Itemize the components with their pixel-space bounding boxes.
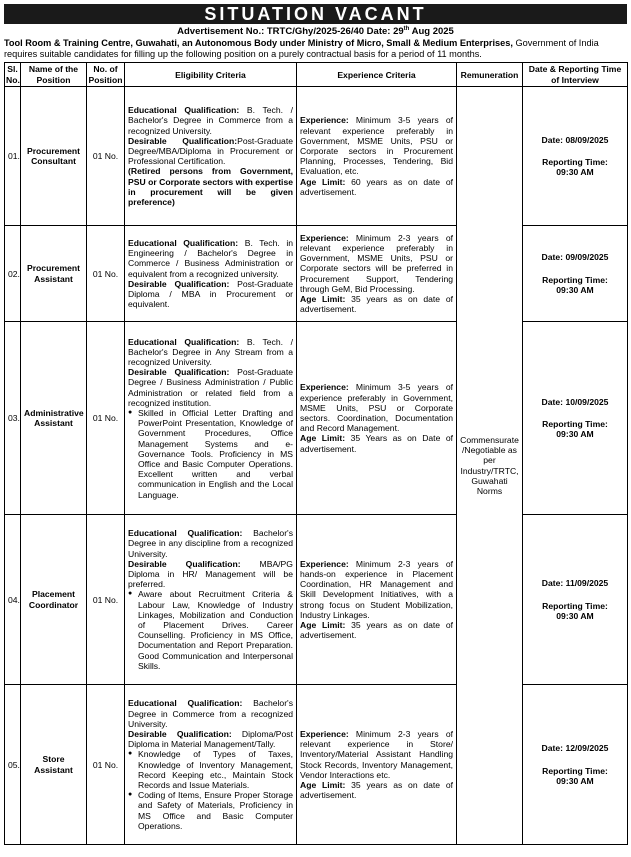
table-row [5, 87, 628, 226]
list-item: ● Aware about Recruitment Criteria & Labour Law, Knowledge of Industry Linkages, Mobilization and Conduction of Placement Drives. Career Counselling. Proficiency in MS Office, Documentation and Report Preparation. Good Communication and Interpersonal Skills. [138, 589, 293, 671]
header-no-of-position: No. of Position [87, 63, 125, 87]
header-date-time: Date & Reporting Time of Interview [523, 63, 628, 87]
vacancy-table [4, 62, 628, 845]
table-header-row [5, 63, 628, 87]
row-experience: Experience: Minimum 2-3 years of relevant experience preferably in Government, MSME Units, PSU or Corporate sectors will be preferred in Procurement Support, Tendering through GeM, Bid Processing. Age Limit: 35 years as on date of advertisement. [297, 226, 457, 322]
row-no-of-position: 01 No. [87, 322, 125, 515]
advertisement-number: Advertisement No.: TRTC/Ghy/2025-26/40 Date: 29th Aug 2025 [177, 26, 454, 38]
list-item: ● Coding of Items, Ensure Proper Storage and Safety of Materials, Proficiency in MS Office and Basic Computer Operations. [138, 790, 293, 831]
row-no-of-position: 01 No. [87, 87, 125, 226]
row-interview-date: Date: 12/09/2025 Reporting Time: 09:30 AM [523, 685, 628, 845]
intro-text: Tool Room & Training Centre, Guwahati, an Autonomous Body under Ministry of Micro, Small & Medium Enterprises, Government of India requires suitable candidates for filling up the following position on a purely contractual basis for a period of 11 months. [4, 38, 599, 60]
row-position-name: Placement Coordinator [21, 515, 87, 685]
table-row [5, 515, 628, 685]
row-interview-date: Date: 09/09/2025 Reporting Time: 09:30 AM [523, 226, 628, 322]
row-sl-no: 03. [5, 322, 21, 515]
row-position-name: Administrative Assistant [21, 322, 87, 515]
header-position-name: Name of the Position [21, 63, 87, 87]
skills-list [128, 408, 293, 500]
row-eligibility: Educational Qualification: B. Tech. / Bachelor's Degree in Commerce from a recognized University. Desirable Qualification:Post-Graduate Degree/MBA/Diploma in Procurement or Professional Certification. (Retired persons from Government, PSU or Corporate sectors with expertise in procurement will be given preference) [125, 87, 297, 226]
row-eligibility: Educational Qualification: Bachelor's Degree in Commerce from a recognized University. Desirable Qualification: Diploma/Post Diploma in Material Management/Tally. ● Knowledge of Types of Taxes, Knowledge of Inventory Management, Record Keeping etc., Maintain Stock Records and Issue Materials. ● Coding of Items, Ensure Proper Storage and Safety of Materials, Proficiency in MS Office and Basic Computer Operations. [125, 685, 297, 845]
row-sl-no: 02. [5, 226, 21, 322]
row-experience: Experience: Minimum 2-3 years of relevant experience in Store/ Inventory/Material Assistant Handling Stock Records, Inventory Management, Vendor Interactions etc. Age Limit: 35 years as on date of advertisement. [297, 685, 457, 845]
table-row [5, 322, 628, 515]
row-interview-date: Date: 08/09/2025 Reporting Time: 09:30 AM [523, 87, 628, 226]
table-row [5, 226, 628, 322]
row-sl-no: 01. [5, 87, 21, 226]
row-experience: Experience: Minimum 2-3 years of hands-on experience in Placement Coordination, HR Management and Skill Development Initiatives, with a strong focus on Student Mobilization, Industry Linkages. Age Limit: 35 years as on date of advertisement. [297, 515, 457, 685]
row-experience: Experience: Minimum 3-5 years of relevant experience preferably in Government, MSME Units, PSU or Corporate sectors in Procurement Planning, Processes, Tendering, Bid Evaluation, etc. Age Limit: 60 years as on date of advertisement. [297, 87, 457, 226]
row-no-of-position: 01 No. [87, 685, 125, 845]
row-no-of-position: 01 No. [87, 226, 125, 322]
header-sl-no: Sl. No. [6, 64, 20, 85]
table-row [5, 685, 628, 845]
list-item: ● Skilled in Official Letter Drafting and PowerPoint Presentation, Knowledge of Government Procedures, Office Management Systems and e-Governance Tools. Proficiency in MS Office and Basic Computer Operations. Excellent written and verbal communication in English and the Local Language. [138, 408, 293, 500]
row-interview-date: Date: 10/09/2025 Reporting Time: 09:30 AM [523, 322, 628, 515]
row-sl-no: 05. [5, 685, 21, 845]
row-position-name: Store Assistant [21, 685, 87, 845]
row-position-name: Procurement Assistant [21, 226, 87, 322]
list-item: ● Knowledge of Types of Taxes, Knowledge of Inventory Management, Record Keeping etc., Maintain Stock Records and Issue Materials. [138, 749, 293, 790]
header-eligibility: Eligibility Criteria [125, 63, 297, 87]
row-sl-no: 04. [5, 515, 21, 685]
header-remuneration: Remuneration [457, 63, 523, 87]
header-experience: Experience Criteria [297, 63, 457, 87]
page-title: SITUATION VACANT [4, 4, 627, 24]
row-interview-date: Date: 11/09/2025 Reporting Time: 09:30 AM [523, 515, 628, 685]
row-no-of-position: 01 No. [87, 515, 125, 685]
row-eligibility: Educational Qualification: Bachelor's Degree in any discipline from a recognized University. Desirable Qualification: MBA/PG Diploma in HR/ Management will be preferred. ● Aware about Recruitment Criteria & Labour Law, Knowledge of Industry Linkages, Mobilization and Conduction of Placement Drives. Career Counselling. Proficiency in MS Office, Documentation and Report Preparation. Good Communication and Interpersonal Skills. [125, 515, 297, 685]
skills-list [128, 749, 293, 831]
row-eligibility: Educational Qualification: B. Tech. / Bachelor's Degree in Any Stream from a recognized University. Desirable Qualification: Post-Graduate Degree / Business Administration / Public Administration or related field from a recognized institution. ● Skilled in Official Letter Drafting and PowerPoint Presentation, Knowledge of Government Procedures, Office Management Systems and e-Governance Tools. Proficiency in MS Office and Basic Computer Operations. Excellent written and verbal communication in English and the Local Language. [125, 322, 297, 515]
advertisement-page [4, 4, 627, 845]
skills-list [128, 589, 293, 671]
row-position-name: Procurement Consultant [21, 87, 87, 226]
remuneration-cell: Commensurate /Negotiable as per Industry/TRTC, Guwahati Norms [457, 87, 523, 845]
row-experience: Experience: Minimum 3-5 years of experience preferably in Government, MSME Units, PSU or Corporate sectors. Coordination, Documentation and Record Management. Age Limit: 35 Years as on Date of advertisement. [297, 322, 457, 515]
row-eligibility: Educational Qualification: B. Tech. in Engineering / Bachelor's Degree in Commerce / Business Administration or equivalent from a recognized university. Desirable Qualification: Post-Graduate Diploma / MBA in Procurement or equivalent. [125, 226, 297, 322]
